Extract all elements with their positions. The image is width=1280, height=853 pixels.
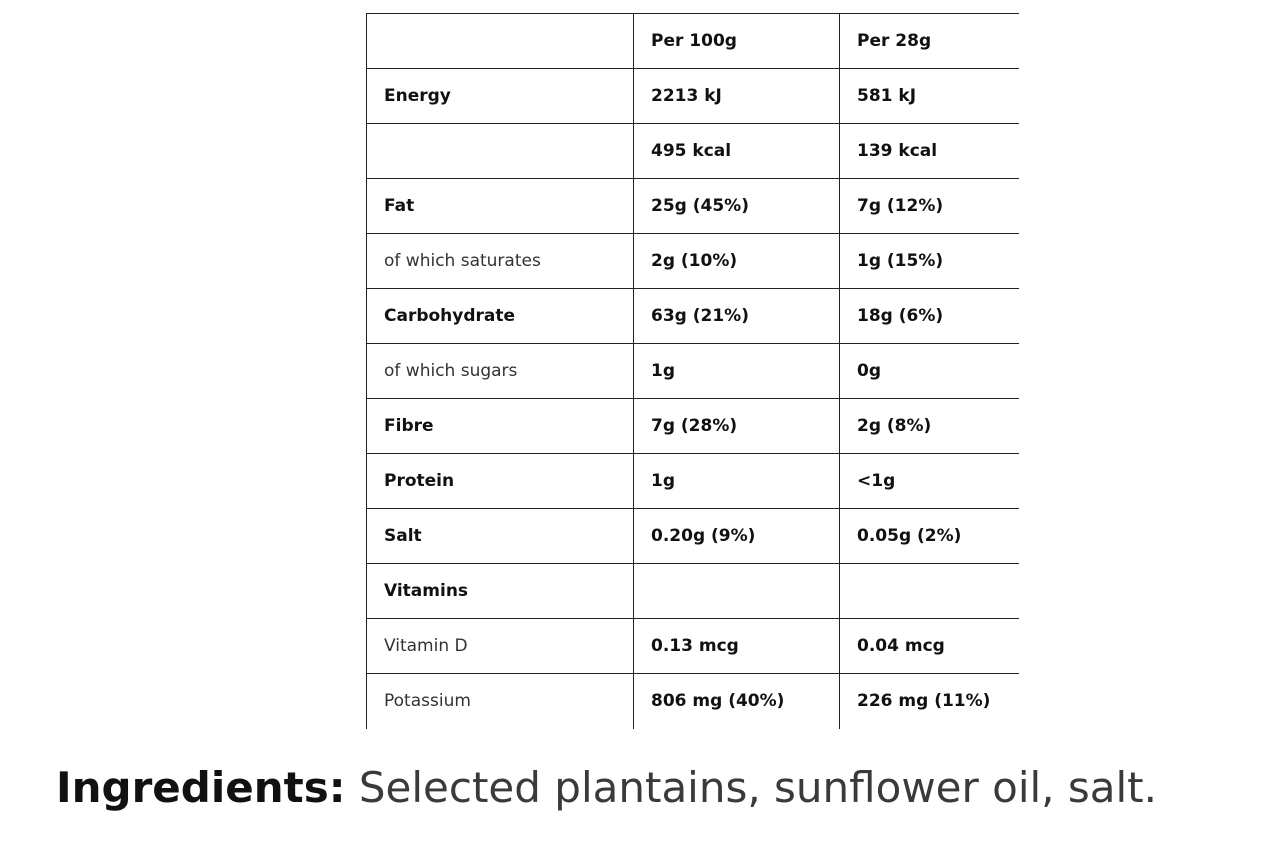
row-value-per-100g: 1g	[634, 344, 840, 399]
row-value-per-100g	[634, 564, 840, 619]
header-cell-empty	[367, 14, 634, 69]
table-row-carbohydrate	[367, 289, 1020, 344]
table-row-fibre	[367, 399, 1020, 454]
row-label: Vitamin D	[367, 619, 634, 674]
row-value-per-28g: 7g (12%)	[840, 179, 1020, 234]
row-label: Potassium	[367, 674, 634, 729]
header-cell-per-100g: Per 100g	[634, 14, 840, 69]
row-label: Fibre	[367, 399, 634, 454]
row-label	[367, 124, 634, 179]
row-value-per-100g: 25g (45%)	[634, 179, 840, 234]
table-row-potassium	[367, 674, 1020, 729]
row-value-per-100g: 2213 kJ	[634, 69, 840, 124]
row-value-per-100g: 0.20g (9%)	[634, 509, 840, 564]
table-row-energy-kj	[367, 69, 1020, 124]
nutrition-table	[366, 13, 1019, 729]
row-value-per-28g: 226 mg (11%)	[840, 674, 1020, 729]
row-value-per-28g: 0.04 mcg	[840, 619, 1020, 674]
row-value-per-28g: 18g (6%)	[840, 289, 1020, 344]
table-row-vitamins	[367, 564, 1020, 619]
row-value-per-100g: 495 kcal	[634, 124, 840, 179]
row-label: Energy	[367, 69, 634, 124]
row-value-per-28g: 581 kJ	[840, 69, 1020, 124]
table-header-row	[367, 14, 1020, 69]
row-label: Vitamins	[367, 564, 634, 619]
row-value-per-100g: 63g (21%)	[634, 289, 840, 344]
row-label: Salt	[367, 509, 634, 564]
row-value-per-28g: 0.05g (2%)	[840, 509, 1020, 564]
row-value-per-28g: <1g	[840, 454, 1020, 509]
row-value-per-100g: 0.13 mcg	[634, 619, 840, 674]
row-value-per-100g: 1g	[634, 454, 840, 509]
row-value-per-28g: 0g	[840, 344, 1020, 399]
header-cell-per-28g: Per 28g	[840, 14, 1020, 69]
row-value-per-100g: 7g (28%)	[634, 399, 840, 454]
table-row-fat	[367, 179, 1020, 234]
table-row-vitamin-d	[367, 619, 1020, 674]
table-row-energy-kcal	[367, 124, 1020, 179]
table-row-protein	[367, 454, 1020, 509]
row-value-per-28g	[840, 564, 1020, 619]
ingredients-label: Ingredients:	[56, 763, 346, 812]
nutrition-table-container	[366, 13, 1019, 744]
table-row-saturates	[367, 234, 1020, 289]
row-label: of which sugars	[367, 344, 634, 399]
row-value-per-100g: 2g (10%)	[634, 234, 840, 289]
table-row-sugars	[367, 344, 1020, 399]
ingredients-text: Selected plantains, sunflower oil, salt.	[345, 763, 1157, 812]
row-label: Carbohydrate	[367, 289, 634, 344]
ingredients-line	[56, 760, 1157, 816]
table-row-salt	[367, 509, 1020, 564]
row-label: Fat	[367, 179, 634, 234]
row-label: Protein	[367, 454, 634, 509]
row-value-per-28g: 139 kcal	[840, 124, 1020, 179]
row-value-per-100g: 806 mg (40%)	[634, 674, 840, 729]
row-value-per-28g: 2g (8%)	[840, 399, 1020, 454]
row-label: of which saturates	[367, 234, 634, 289]
row-value-per-28g: 1g (15%)	[840, 234, 1020, 289]
